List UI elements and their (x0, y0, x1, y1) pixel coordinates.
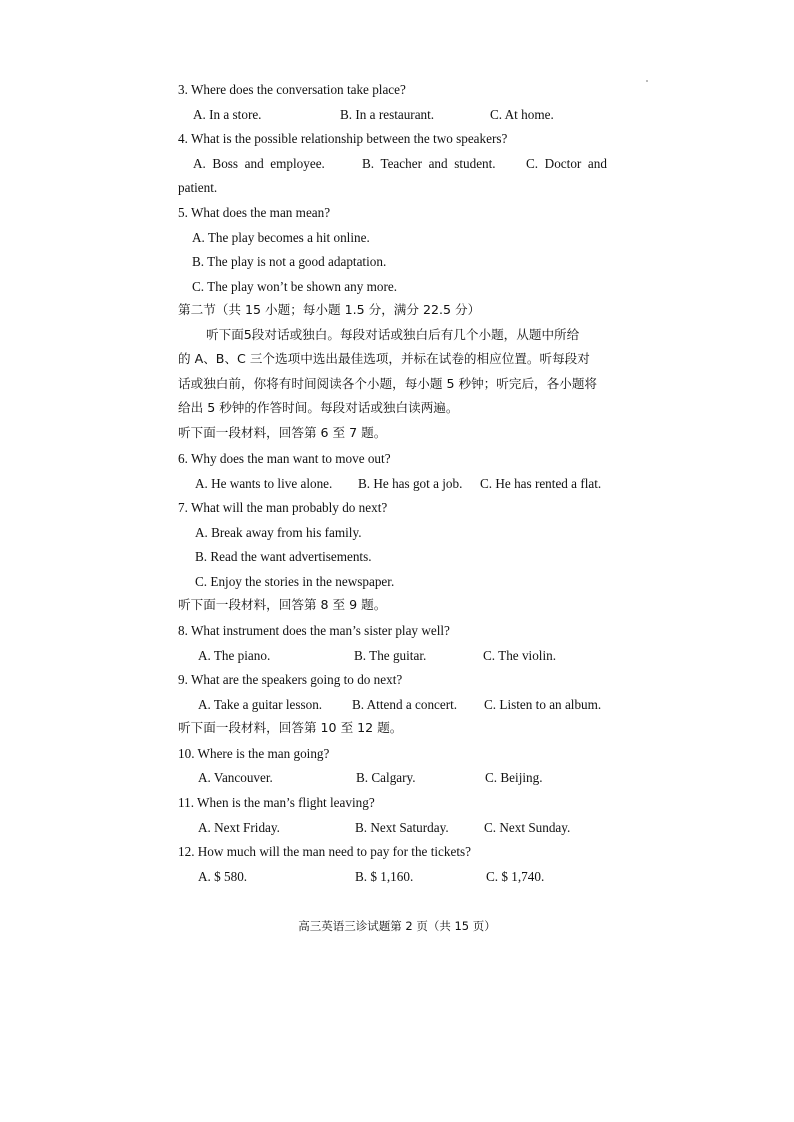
q6-stem: 6. Why does the man want to move out? (178, 451, 391, 466)
passage2-intro: 听下面一段材料，回答第 8 至 9 题。 (178, 597, 387, 612)
section2-instruction-line2: 的 A、B、C 三个选项中选出最佳选项，并标在试卷的相应位置。听每段对 (178, 351, 590, 366)
q6-option-c: C. He has rented a flat. (480, 476, 602, 491)
q7-option-c: C. Enjoy the stories in the newspaper. (195, 574, 395, 589)
q4-stem: 4. What is the possible relationship between the two speakers? (178, 131, 508, 146)
section2-instruction-line3: 话或独白前，你将有时间阅读各个小题，每小题 5 秒钟；听完后，各小题将 (178, 376, 598, 391)
q9-option-b: B. Attend a concert. (352, 697, 458, 712)
q8-stem: 8. What instrument does the man’s sister play well? (178, 623, 450, 638)
q10-stem: 10. Where is the man going? (178, 746, 330, 761)
q11-stem: 11. When is the man’s flight leaving? (178, 795, 375, 810)
q5-stem: 5. What does the man mean? (178, 205, 331, 220)
q8-option-c: C. The violin. (483, 648, 557, 663)
q3-option-b: B. In a restaurant. (340, 107, 435, 122)
q11-option-a: A. Next Friday. (198, 820, 280, 835)
q4-option-a: A. Boss and employee. (193, 156, 325, 171)
q10-option-c: C. Beijing. (485, 770, 543, 785)
q4-option-c: C. Doctor and (526, 156, 607, 171)
q6-option-a: A. He wants to live alone. (195, 476, 333, 491)
q12-option-a: A. $ 580. (198, 869, 248, 884)
section2-instruction-line1: 听下面5段对话或独白。每段对话或独白后有几个小题，从题中所给 (206, 327, 580, 342)
q7-option-a: A. Break away from his family. (195, 525, 362, 540)
q4-option-c-continued: patient. (178, 180, 218, 195)
passage1-intro: 听下面一段材料，回答第 6 至 7 题。 (178, 425, 387, 440)
q9-option-a: A. Take a guitar lesson. (198, 697, 323, 712)
q4-option-b: B. Teacher and student. (362, 156, 496, 171)
q9-stem: 9. What are the speakers going to do next? (178, 672, 403, 687)
section2-instruction-line4: 给出 5 秒钟的作答时间。每段对话或独白读两遍。 (178, 400, 459, 415)
q6-option-b: B. He has got a job. (358, 476, 463, 491)
q3-stem: 3. Where does the conversation take place? (178, 82, 406, 97)
q7-option-b: B. Read the want advertisements. (195, 549, 372, 564)
q10-option-a: A. Vancouver. (198, 770, 273, 785)
q3-option-c: C. At home. (490, 107, 554, 122)
q8-option-b: B. The guitar. (354, 648, 427, 663)
q12-option-c: C. $ 1,740. (486, 869, 545, 884)
scan-speck (646, 80, 648, 82)
q11-option-b: B. Next Saturday. (355, 820, 449, 835)
passage3-intro: 听下面一段材料，回答第 10 至 12 题。 (178, 720, 403, 735)
q11-option-c: C. Next Sunday. (484, 820, 571, 835)
q12-stem: 12. How much will the man need to pay for the tickets? (178, 844, 471, 859)
q10-option-b: B. Calgary. (356, 770, 416, 785)
q3-option-a: A. In a store. (193, 107, 262, 122)
q5-option-a: A. The play becomes a hit online. (192, 230, 370, 245)
section2-title: 第二节（共 15 小题；每小题 1.5 分，满分 22.5 分） (178, 302, 481, 317)
q7-stem: 7. What will the man probably do next? (178, 500, 388, 515)
q8-option-a: A. The piano. (198, 648, 271, 663)
q5-option-b: B. The play is not a good adaptation. (192, 254, 387, 269)
q12-option-b: B. $ 1,160. (355, 869, 414, 884)
q5-option-c: C. The play won’t be shown any more. (192, 279, 397, 294)
q9-option-c: C. Listen to an album. (484, 697, 602, 712)
page-footer: 高三英语三诊试题第 2 页（共 15 页） (298, 919, 496, 933)
